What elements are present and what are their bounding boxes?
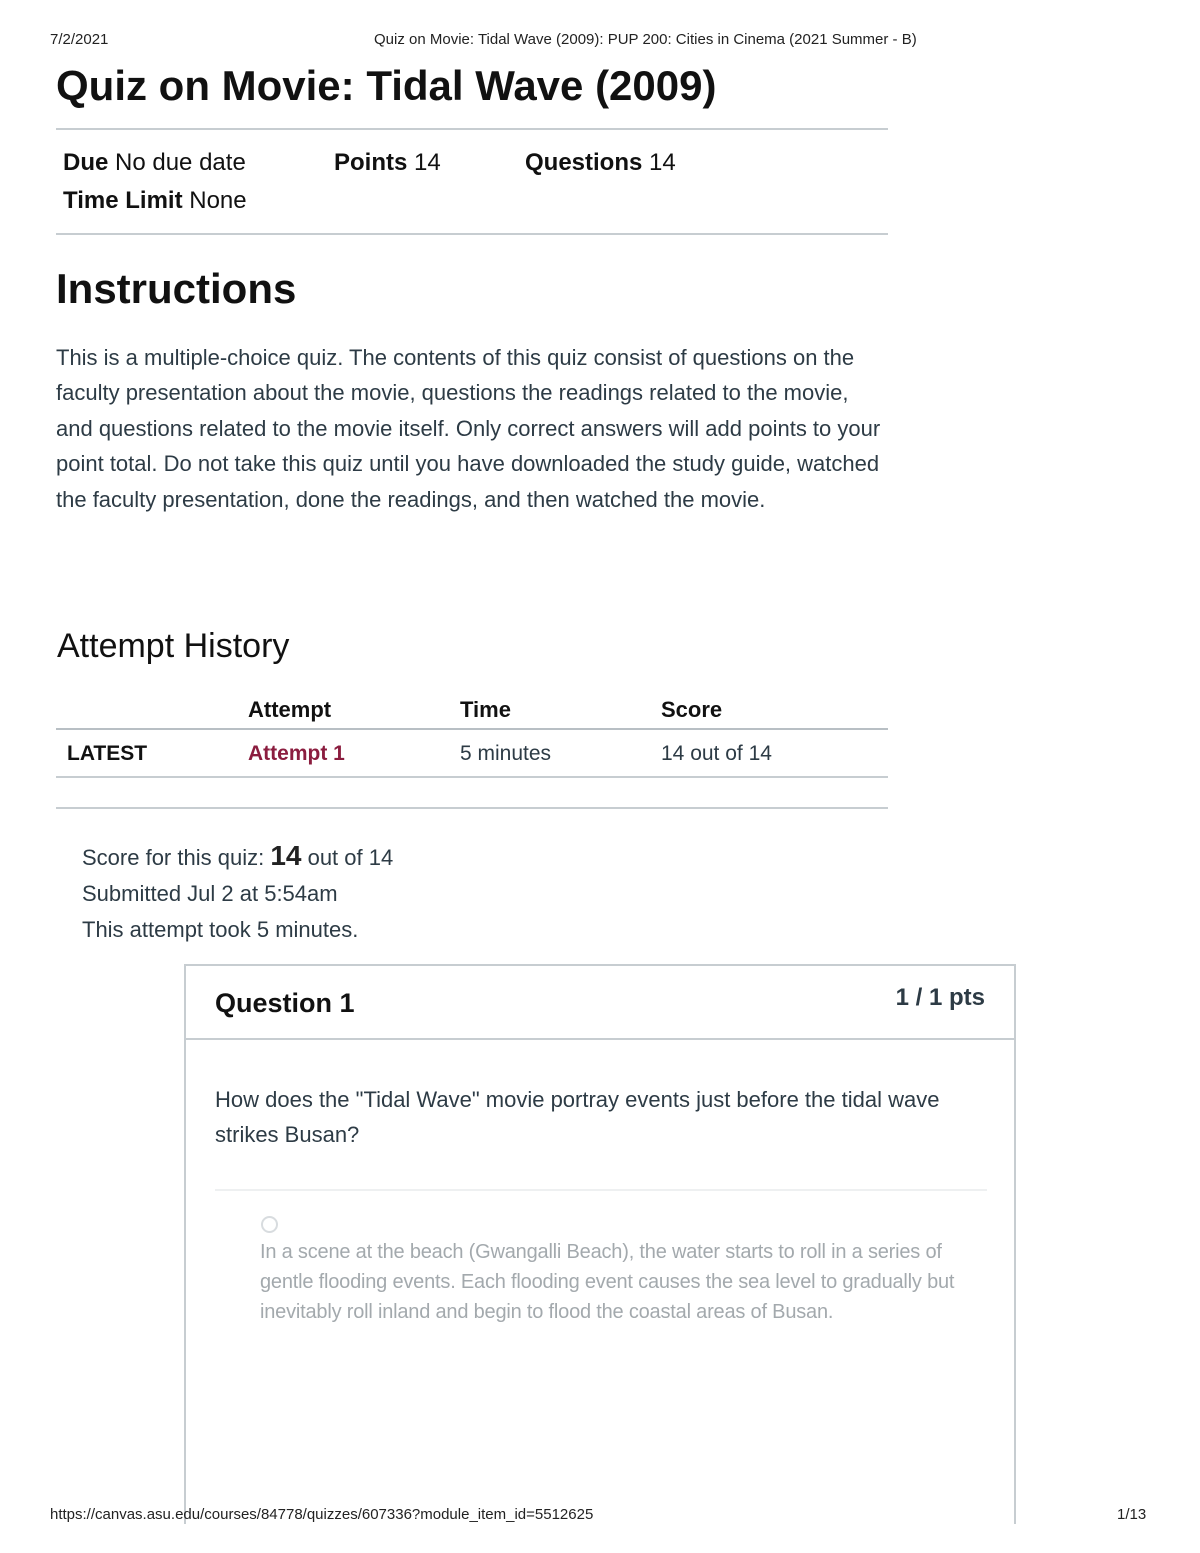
score-line — [82, 838, 393, 876]
answer-text: In a scene at the beach (Gwangalli Beach), the water starts to roll in a series of gentle flooding events. Each flooding event causes the sea level to gradually but inevitably roll inland and begin to flood the coastal areas of Busan. — [260, 1241, 955, 1323]
due-label: Due — [63, 149, 109, 176]
instructions-text: This is a multiple-choice quiz. The contents of this quiz consist of questions on the faculty presentation about the movie, questions the readings related to the movie, and questions related to the movie itself. Only correct answers will add points to your point total. Do not take this quiz until you have downloaded the study guide, watched the faculty presentation, done the readings, and then watched the movie. — [56, 345, 881, 512]
table-bottom-divider — [56, 807, 888, 809]
due-info — [63, 149, 246, 177]
table-header-divider — [56, 728, 888, 730]
column-header-attempt: Attempt — [248, 697, 332, 722]
question-title: Question 1 — [215, 988, 355, 1018]
question-text: How does the "Tidal Wave" movie portray events just before the tidal wave strikes Busan? — [215, 1087, 940, 1147]
attempt-duration: This attempt took 5 minutes. — [82, 917, 359, 942]
questions-value: 14 — [649, 149, 676, 176]
question-points: 1 / 1 pts — [895, 984, 985, 1011]
column-header-score: Score — [661, 697, 723, 722]
questions-label: Questions — [525, 149, 643, 176]
answer-divider — [215, 1189, 987, 1191]
quiz-title: Quiz on Movie: Tidal Wave (2009) — [56, 62, 717, 109]
question-card — [184, 964, 1016, 1524]
score-summary — [82, 838, 393, 948]
questions-info — [525, 149, 676, 177]
score-prefix: Score for this quiz: — [82, 845, 271, 870]
question-header — [186, 966, 1014, 1040]
score-suffix: out of 14 — [301, 845, 394, 870]
time-limit-label: Time Limit — [63, 187, 183, 214]
due-value: No due date — [115, 149, 246, 176]
attempt-time: 5 minutes — [460, 742, 552, 765]
print-url: https://canvas.asu.edu/courses/84778/quizzes/607336?module_item_id=5512625 — [50, 1506, 594, 1523]
score-value: 14 — [270, 840, 302, 871]
print-page-title: Quiz on Movie: Tidal Wave (2009): PUP 200: Cities in Cinema (2021 Summer - B) — [374, 31, 917, 48]
table-row-divider — [56, 776, 888, 778]
answer-radio-button[interactable] — [261, 1216, 278, 1233]
attempt-history-heading: Attempt History — [57, 627, 290, 665]
points-label: Points — [334, 149, 408, 176]
points-info — [334, 149, 441, 177]
time-limit-value: None — [189, 187, 247, 214]
instructions-heading: Instructions — [56, 265, 297, 312]
attempt-score: 14 out of 14 — [661, 742, 772, 765]
title-divider — [56, 128, 888, 130]
time-limit-info — [63, 187, 247, 215]
latest-label: LATEST — [67, 742, 148, 765]
points-value: 14 — [414, 149, 441, 176]
submitted-time: Submitted Jul 2 at 5:54am — [82, 881, 338, 906]
print-page-number: 1/13 — [1117, 1506, 1147, 1523]
attempt-1-link[interactable]: Attempt 1 — [248, 742, 345, 765]
column-header-time: Time — [460, 697, 511, 722]
meta-divider — [56, 233, 888, 235]
print-date: 7/2/2021 — [50, 31, 109, 48]
